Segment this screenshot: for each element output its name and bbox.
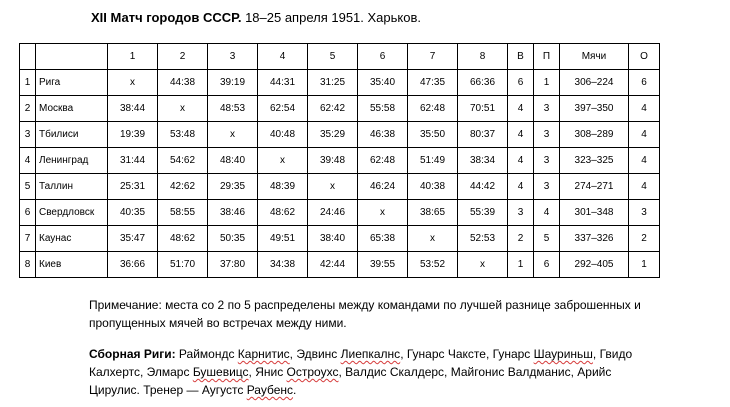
squad-text: . [293,383,297,397]
score-cell: 48:40 [208,148,258,174]
table-row [20,200,660,226]
team-name-cell: Таллин [36,174,108,200]
score-cell: 48:62 [158,226,208,252]
score-cell: 46:24 [358,174,408,200]
points-cell: 1 [629,252,660,278]
score-cell: 37:80 [208,252,258,278]
score-cell: 31:44 [108,148,158,174]
riga-squad [89,345,649,399]
title-rest: 18–25 апреля 1951. Харьков. [241,10,421,25]
score-cell: 62:54 [258,96,308,122]
footnote: Примечание: места со 2 по 5 распределены между командами по лучшей разнице заброшенных и пропущенных мячей во встречах между ними. [89,298,641,330]
column-header: 2 [158,44,208,70]
score-cell: x [108,70,158,96]
score-cell: 53:52 [408,252,458,278]
score-cell: 62:42 [308,96,358,122]
score-cell: 54:62 [158,148,208,174]
score-cell: 39:55 [358,252,408,278]
goals-cell: 337–326 [560,226,629,252]
squad-text: , Янис [248,365,287,379]
score-cell: 52:53 [458,226,508,252]
points-cell: 2 [629,226,660,252]
score-cell: 80:37 [458,122,508,148]
table-row [20,96,660,122]
player-name: Карнитис [237,347,290,361]
squad-text: , Гунарс Чаксте, Гунарс [400,347,534,361]
score-cell: 66:36 [458,70,508,96]
score-cell: 55:58 [358,96,408,122]
wins-cell: 1 [508,252,534,278]
place-cell: 5 [20,174,36,200]
score-cell: x [458,252,508,278]
losses-cell: 4 [534,200,560,226]
squad-label: Сборная Риги: [89,347,176,361]
score-cell: 42:62 [158,174,208,200]
team-name-cell: Свердловск [36,200,108,226]
losses-cell: 1 [534,70,560,96]
title-bold: XII Матч городов СССР. [91,10,242,25]
place-cell: 7 [20,226,36,252]
score-cell: 38:34 [458,148,508,174]
table-row [20,70,660,96]
player-name: Раубенс [246,383,294,397]
goals-cell: 306–224 [560,70,629,96]
score-cell: x [308,174,358,200]
score-cell: 58:55 [158,200,208,226]
column-header: 8 [458,44,508,70]
team-name-cell: Каунас [36,226,108,252]
points-cell: 4 [629,96,660,122]
squad-text: , Эдвинс [289,347,341,361]
score-cell: 36:66 [108,252,158,278]
score-cell: 40:48 [258,122,308,148]
points-cell: 6 [629,70,660,96]
losses-cell: 3 [534,122,560,148]
score-cell: 65:38 [358,226,408,252]
wins-cell: 4 [508,148,534,174]
score-cell: 39:19 [208,70,258,96]
squad-text: Раймондс [175,347,238,361]
score-cell: 34:38 [258,252,308,278]
squad-text: , Гвидо Калхертс, Элмарс [89,347,633,379]
team-name-cell: Ленинград [36,148,108,174]
score-cell: 29:35 [208,174,258,200]
score-cell: 39:48 [308,148,358,174]
score-cell: 50:35 [208,226,258,252]
wins-cell: 4 [508,122,534,148]
table-row [20,148,660,174]
score-cell: 62:48 [358,148,408,174]
score-cell: 31:25 [308,70,358,96]
wins-cell: 3 [508,200,534,226]
score-cell: 40:38 [408,174,458,200]
points-cell: 4 [629,174,660,200]
player-name: Лиепкалнс [340,347,401,361]
score-cell: 70:51 [458,96,508,122]
team-name-cell: Москва [36,96,108,122]
losses-cell: 3 [534,148,560,174]
losses-cell: 6 [534,252,560,278]
score-cell: 38:46 [208,200,258,226]
points-cell: 4 [629,122,660,148]
goals-cell: 323–325 [560,148,629,174]
score-cell: 44:42 [458,174,508,200]
score-cell: 35:47 [108,226,158,252]
page-title [91,10,421,25]
score-cell: 38:44 [108,96,158,122]
score-cell: 24:46 [308,200,358,226]
player-name: Бушевицс [192,365,249,379]
score-cell: 35:40 [358,70,408,96]
score-cell: 38:65 [408,200,458,226]
score-cell: 25:31 [108,174,158,200]
table-header-row [20,44,660,70]
column-header: О [629,44,660,70]
score-cell: 48:39 [258,174,308,200]
score-cell: x [208,122,258,148]
score-cell: 40:35 [108,200,158,226]
team-name-cell: Тбилиси [36,122,108,148]
player-name: Шауриньш [533,347,593,361]
score-cell: 55:39 [458,200,508,226]
column-header: 1 [108,44,158,70]
squad-text: , Валдис Скалдерс, Майгонис Валдманис, Арийс Цирулис. Тренер — Аугустс [89,365,612,397]
score-cell: 38:40 [308,226,358,252]
score-cell: 51:70 [158,252,208,278]
score-cell: 46:38 [358,122,408,148]
table-row [20,226,660,252]
score-cell: 53:48 [158,122,208,148]
column-header [36,44,108,70]
place-cell: 1 [20,70,36,96]
score-cell: 47:35 [408,70,458,96]
score-cell: x [158,96,208,122]
table-row [20,252,660,278]
goals-cell: 292–405 [560,252,629,278]
score-cell: 44:31 [258,70,308,96]
score-cell: 62:48 [408,96,458,122]
score-cell: 42:44 [308,252,358,278]
goals-cell: 274–271 [560,174,629,200]
place-cell: 4 [20,148,36,174]
column-header: 6 [358,44,408,70]
column-header: 7 [408,44,458,70]
score-cell: x [358,200,408,226]
place-cell: 2 [20,96,36,122]
score-cell: x [408,226,458,252]
player-name: Остроухс [286,365,339,379]
losses-cell: 3 [534,96,560,122]
standings-table [19,43,660,278]
goals-cell: 397–350 [560,96,629,122]
points-cell: 3 [629,200,660,226]
score-cell: 49:51 [258,226,308,252]
column-header: Мячи [560,44,629,70]
score-cell: 44:38 [158,70,208,96]
column-header: 3 [208,44,258,70]
wins-cell: 6 [508,70,534,96]
place-cell: 8 [20,252,36,278]
score-cell: 51:49 [408,148,458,174]
goals-cell: 301–348 [560,200,629,226]
table-row [20,122,660,148]
wins-cell: 4 [508,96,534,122]
wins-cell: 2 [508,226,534,252]
losses-cell: 3 [534,174,560,200]
score-cell: 48:53 [208,96,258,122]
column-header: В [508,44,534,70]
score-cell: 48:62 [258,200,308,226]
score-cell: 19:39 [108,122,158,148]
score-cell: 35:29 [308,122,358,148]
column-header: П [534,44,560,70]
losses-cell: 5 [534,226,560,252]
table-row [20,174,660,200]
wins-cell: 4 [508,174,534,200]
team-name-cell: Рига [36,70,108,96]
score-cell: 35:50 [408,122,458,148]
column-header [20,44,36,70]
column-header: 4 [258,44,308,70]
place-cell: 6 [20,200,36,226]
points-cell: 4 [629,148,660,174]
goals-cell: 308–289 [560,122,629,148]
place-cell: 3 [20,122,36,148]
team-name-cell: Киев [36,252,108,278]
column-header: 5 [308,44,358,70]
score-cell: x [258,148,308,174]
